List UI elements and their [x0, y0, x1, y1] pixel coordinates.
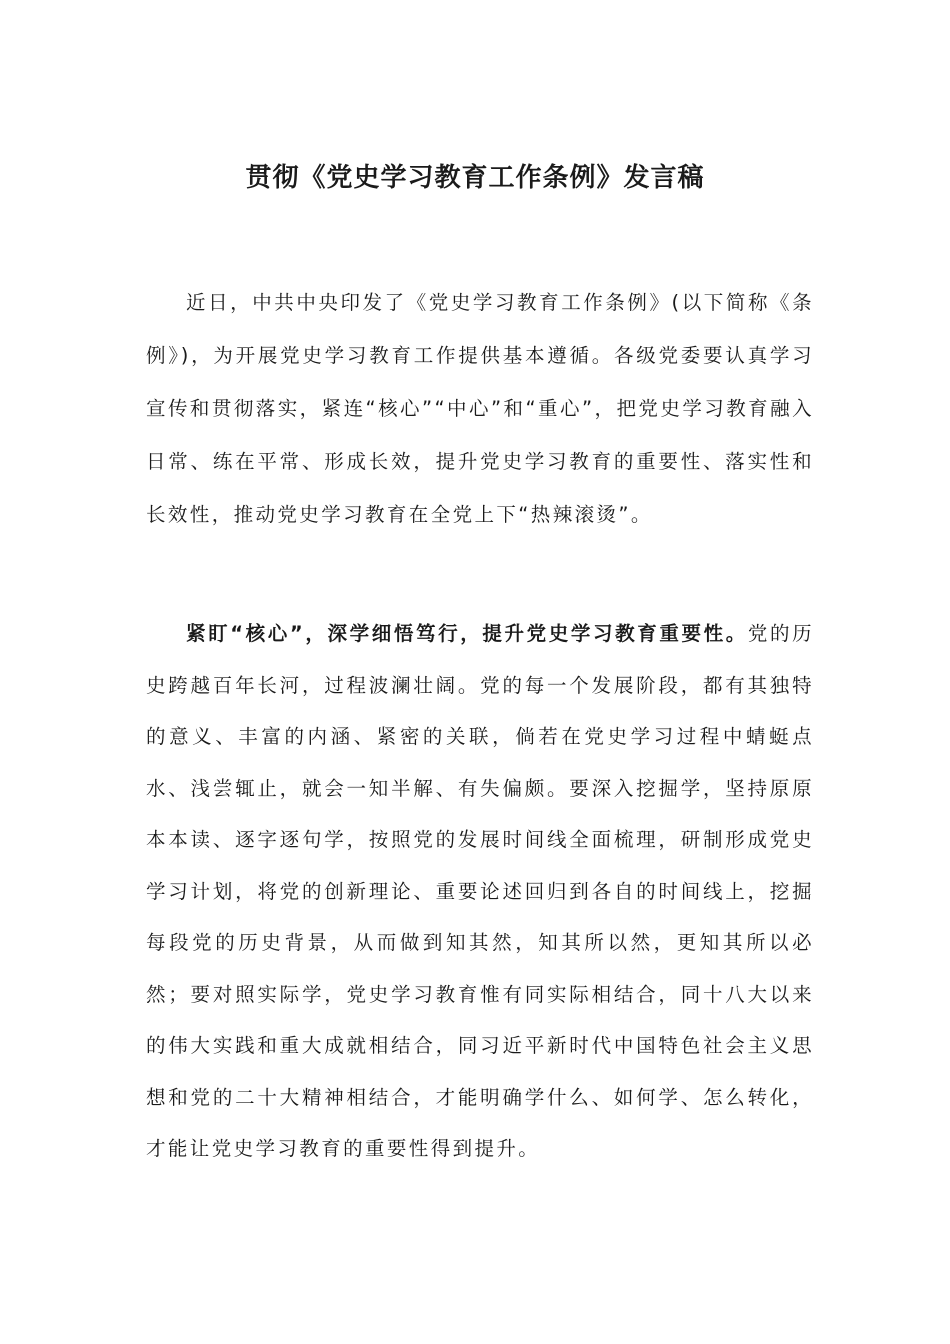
section-paragraph [146, 608, 814, 1175]
section-heading: 紧盯“核心”，深学细悟笃行，提升党史学习教育重要性。 [186, 622, 748, 645]
intro-paragraph: 近日，中共中央印发了《党史学习教育工作条例》(以下简称《条例》)，为开展党史学习教育工作提供基本遵循。各级党委要认真学习宣传和贯彻落实，紧连“核心”“中心”和“重心”，把党史学习教育融入日常、练在平常、形成长效，提升党史学习教育的重要性、落实性和长效性，推动党史学习教育在全党上下“热辣滚烫”。 [146, 291, 814, 526]
document-title: 贯彻《党史学习教育工作条例》发言稿 [245, 163, 705, 193]
section-body: 党的历史跨越百年长河，过程波澜壮阔。党的每一个发展阶段，都有其独特的意义、丰富的内涵、紧密的关联，倘若在党史学习过程中蜻蜓点水、浅尝辄止，就会一知半解、有失偏颇。要深入挖掘学，坚持原原本本读、逐字逐句学，按照党的发展时间线全面梳理，研制形成党史学习计划，将党的创新理论、重要论述回归到各自的时间线上，挖掘每段党的历史背景，从而做到知其然，知其所以然，更知其所以必然；要对照实际学，党史学习教育惟有同实际相结合，同十八大以来的伟大实践和重大成就相结合，同习近平新时代中国特色社会主义思想和党的二十大精神相结合，才能明确学什么、如何学、怎么转化，才能让党史学习教育的重要性得到提升。 [146, 622, 814, 1160]
